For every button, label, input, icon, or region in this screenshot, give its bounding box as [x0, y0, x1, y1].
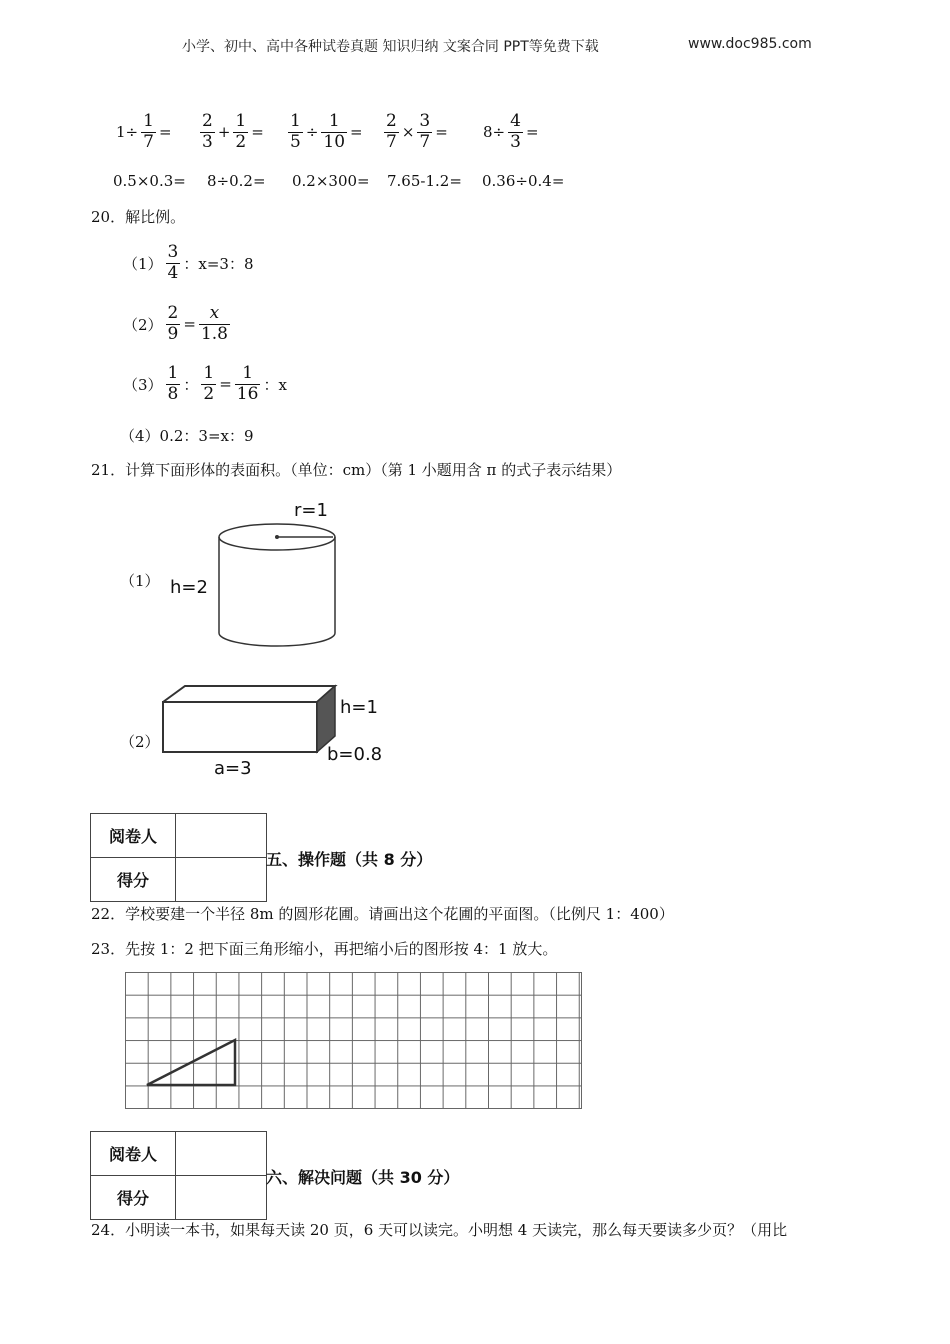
section-5-title: 五、操作题（共 8 分）: [266, 850, 433, 869]
cuboid-height-label: h=1: [340, 697, 378, 718]
calc-3: 0.2×300=: [292, 172, 370, 190]
score-label: 得分: [91, 858, 176, 902]
score-cell[interactable]: [176, 858, 267, 902]
q20-part2: （2） $\frac{2}{9}$ = $\frac{x}{1.8}$: [123, 303, 228, 344]
header-url[interactable]: www.doc985.com: [688, 36, 812, 52]
calc-1: 0.5×0.3=: [113, 172, 186, 190]
score-cell[interactable]: [176, 1176, 267, 1220]
calc-2: 8÷0.2=: [207, 172, 266, 190]
reader-label: 阅卷人: [91, 814, 176, 858]
q21-label-1: （1）: [120, 572, 160, 590]
cylinder-radius-label: r=1: [294, 500, 328, 521]
header-text: 小学、初中、高中各种试卷真题 知识归纳 文案合同 PPT等免费下载: [182, 39, 599, 55]
q20-part4: （4）0.2：3=x：9: [120, 427, 254, 445]
reader-cell[interactable]: [176, 814, 267, 858]
reader-label: 阅卷人: [91, 1132, 176, 1176]
cuboid-width-label: b=0.8: [327, 744, 383, 765]
q20-part3: （3） $\frac{1}{8}$ ： $\frac{1}{2}$ = $\frac{1}{16}$ ：x: [123, 363, 287, 404]
cuboid-length-label: a=3: [214, 758, 252, 779]
q23-text: 23．先按 1：2 把下面三角形缩小，再把缩小后的图形按 4：1 放大。: [91, 940, 558, 958]
q21-title: 21．计算下面形体的表面积。（单位：cm）（第 1 小题用含 π 的式子表示结果）: [91, 461, 622, 479]
calc-4: 7.65-1.2=: [387, 172, 462, 190]
score-table-1: [90, 813, 267, 902]
q20-title: 20．解比例。: [91, 208, 186, 226]
cuboid-figure: [155, 680, 345, 765]
q24-text: 24．小明读一本书，如果每天读 20 页，6 天可以读完。小明想 4 天读完，那么每天要读多少页？（用比: [91, 1221, 788, 1239]
score-label: 得分: [91, 1176, 176, 1220]
q22-text: 22．学校要建一个半径 8m 的圆形花圃。请画出这个花圃的平面图。（比例尺 1：400）: [91, 905, 674, 923]
expr-4: $\frac{2}{7}$ × $\frac{3}{7}$ =: [386, 111, 448, 152]
expr-2: $\frac{2}{3}$ + $\frac{1}{2}$ =: [202, 111, 264, 152]
cylinder-figure: [160, 495, 360, 655]
score-table-2: [90, 1131, 267, 1220]
expr-3: $\frac{1}{5}$ ÷ $\frac{1}{10}$ =: [290, 111, 363, 152]
reader-cell[interactable]: [176, 1132, 267, 1176]
calc-5: 0.36÷0.4=: [482, 172, 565, 190]
triangle-figure: [125, 972, 585, 1112]
expr-5: 8÷ $\frac{4}{3}$ =: [483, 111, 539, 152]
section-6-title: 六、解决问题（共 30 分）: [266, 1168, 460, 1187]
q21-label-2: （2）: [120, 733, 160, 751]
cylinder-height-label: h=2: [170, 577, 208, 598]
q20-part1: （1） $\frac{3}{4}$ ：x=3：8: [123, 242, 254, 283]
expr-1: 1÷ $\frac{1}{7}$ =: [116, 111, 172, 152]
